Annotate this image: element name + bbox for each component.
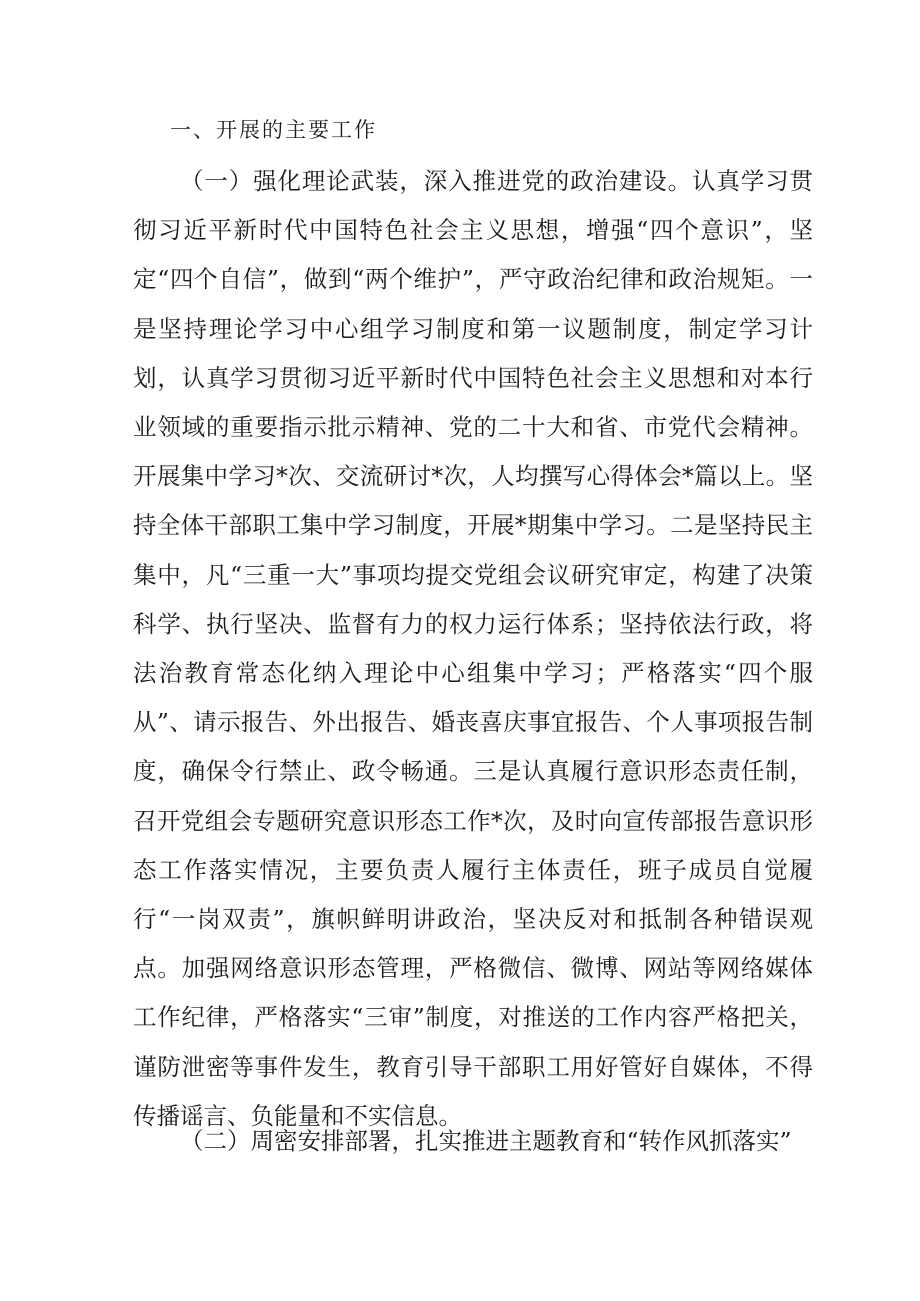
paragraph-1: （一）强化理论武装，深入推进党的政治建设。认真学习贯彻习近平新时代中国特色社会主义思想，增强“四个意识”，坚定“四个自信”，做到“两个维护”，严守政治纪律和政治规矩。一是坚持理论学习中心组学习制度和第一议题制度，制定学习计划，认真学习贯彻习近平新时代中国特色社会主义思想和对本行业领域的重要指示批示精神、党的二十大和省、市党代会精神。开展集中学习*次、交流研讨*次，人均撰写心得体会*篇以上。坚持全体干部职工集中学习制度，开展*期集中学习。二是坚持民主集中，凡“三重一大”事项均提交党组会议研究审定，构建了决策科学、执行坚决、监督有力的权力运行体系；坚持依法行政，将法治教育常态化纳入理论中心组集中学习；严格落实“四个服从”、请示报告、外出报告、婚丧喜庆事宜报告、个人事项报告制度，确保令行禁止、政令畅通。三是认真履行意识形态责任制，召开党组会专题研究意识形态工作*次，及时向宣传部报告意识形态工作落实情况，主要负责人履行主体责任，班子成员自觉履行“一岗双责”，旗帜鲜明讲政治，坚决反对和抵制各种错误观点。加强网络意识形态管理，严格微信、微博、网站等网络媒体工作纪律，严格落实“三审”制度，对推送的工作内容严格把关，谨防泄密等事件发生，教育引导干部职工用好管好自媒体，不得传播谣言、负能量和不实信息。 [133,167,813,1130]
section-heading: 一、开展的主要工作 [170,118,377,142]
paragraph-2: （二）周密安排部署，扎实推进主题教育和“转作风抓落实” [180,1127,792,1155]
